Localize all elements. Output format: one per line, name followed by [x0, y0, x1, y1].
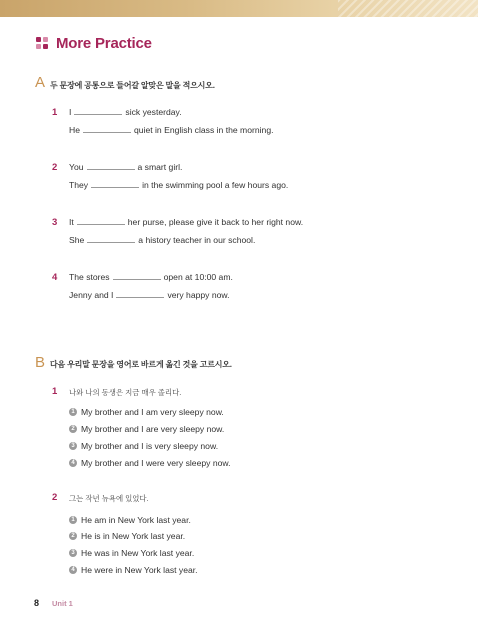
- sentence-line: They in the swimming pool a few hours ago.: [69, 180, 289, 190]
- answer-choice[interactable]: 4 He were in New York last year.: [69, 565, 198, 575]
- question-number: 2: [52, 162, 58, 173]
- question-number: 1: [52, 107, 58, 118]
- answer-blank[interactable]: [77, 223, 125, 225]
- answer-blank[interactable]: [91, 186, 139, 188]
- choice-number-icon: 3: [69, 549, 77, 557]
- question-number: 2: [52, 492, 58, 503]
- top-decorative-band: [0, 0, 478, 17]
- answer-blank[interactable]: [87, 241, 135, 243]
- section-a-instruction: 두 문장에 공통으로 들어갈 알맞은 말을 적으시오.: [50, 81, 215, 90]
- answer-choice[interactable]: 3 He was in New York last year.: [69, 548, 194, 558]
- sentence-line: Jenny and I very happy now.: [69, 290, 230, 300]
- choice-number-icon: 4: [69, 566, 77, 574]
- unit-label: Unit 1: [52, 599, 73, 608]
- korean-prompt: 그는 작년 뉴욕에 있었다.: [69, 494, 149, 503]
- question-number: 3: [52, 217, 58, 228]
- choice-number-icon: 2: [69, 425, 77, 433]
- sentence-line: I sick yesterday.: [69, 107, 182, 117]
- question-number: 1: [52, 386, 58, 397]
- answer-blank[interactable]: [74, 113, 122, 115]
- sentence-line: She a history teacher in our school.: [69, 235, 256, 245]
- section-header: [36, 35, 152, 52]
- answer-choice[interactable]: 2 My brother and I are very sleepy now.: [69, 424, 224, 434]
- question-number: 4: [52, 272, 58, 283]
- korean-prompt: 나와 나의 동생은 지금 매우 졸리다.: [69, 388, 182, 397]
- section-b-instruction: 다음 우리말 문장을 영어로 바르게 옮긴 것을 고르시오.: [50, 360, 232, 369]
- choice-number-icon: 4: [69, 459, 77, 467]
- choice-number-icon: 1: [69, 516, 77, 524]
- answer-choice[interactable]: 1 He am in New York last year.: [69, 515, 191, 525]
- sentence-line: The stores open at 10:00 am.: [69, 272, 233, 282]
- choice-number-icon: 2: [69, 532, 77, 540]
- answer-blank[interactable]: [116, 296, 164, 298]
- grid-squares-icon: [36, 37, 49, 50]
- page-number: 8: [34, 598, 40, 608]
- choice-number-icon: 1: [69, 408, 77, 416]
- answer-choice[interactable]: 3 My brother and I is very sleepy now.: [69, 441, 218, 451]
- sentence-line: You a smart girl.: [69, 162, 183, 172]
- answer-blank[interactable]: [113, 278, 161, 280]
- answer-blank[interactable]: [87, 168, 135, 170]
- choice-number-icon: 3: [69, 442, 77, 450]
- page-title: More Practice: [56, 35, 152, 52]
- sentence-line: It her purse, please give it back to her right now.: [69, 217, 304, 227]
- answer-blank[interactable]: [83, 131, 131, 133]
- answer-choice[interactable]: 1 My brother and I am very sleepy now.: [69, 407, 224, 417]
- answer-choice[interactable]: 2 He is in New York last year.: [69, 531, 185, 541]
- section-a-letter: A: [35, 74, 46, 91]
- answer-choice[interactable]: 4 My brother and I were very sleepy now.: [69, 458, 231, 468]
- section-b-letter: B: [35, 354, 46, 371]
- sentence-line: He quiet in English class in the morning.: [69, 125, 274, 135]
